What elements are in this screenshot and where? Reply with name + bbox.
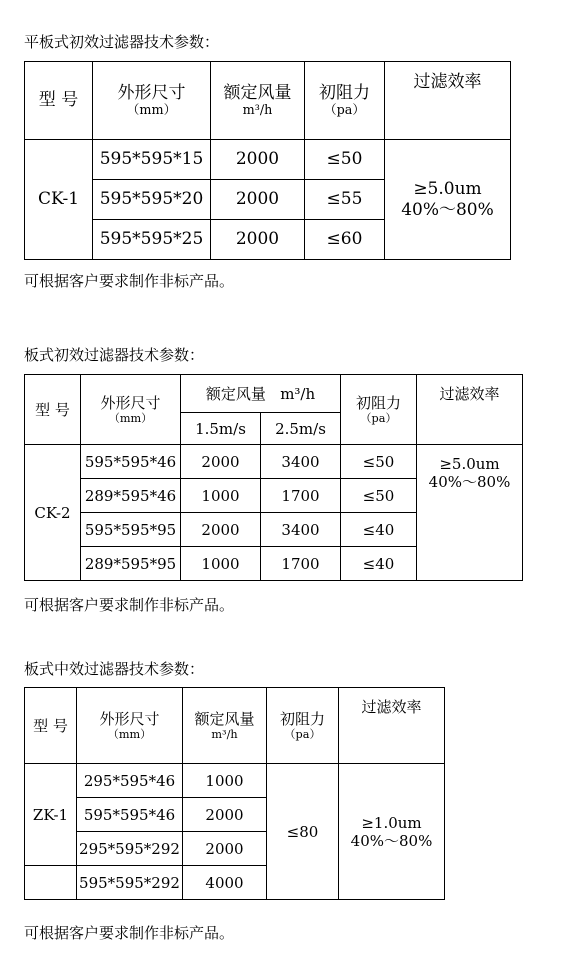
table-row [25,764,445,798]
table-header-row [25,688,445,764]
flow-cell: 4000 [183,866,267,900]
header-flow [211,62,305,140]
header-model: 型 号 [25,688,77,764]
model-cell: CK-2 [25,445,81,581]
flow-b-cell: 3400 [261,513,341,547]
flow-b-cell: 1700 [261,479,341,513]
flow-a-cell: 1000 [181,479,261,513]
efficiency-size: ≥5.0um [413,179,482,200]
flow-a-cell: 1000 [181,547,261,581]
size-cell: 595*595*25 [93,220,211,260]
spec-table-zk1 [24,687,445,900]
header-resistance [305,62,385,140]
section1-note: 可根据客户要求制作非标产品。 [24,272,235,290]
header-resistance [267,688,339,764]
resistance-cell: ≤80 [267,764,339,900]
size-cell: 595*595*95 [81,513,181,547]
flow-cell: 2000 [183,798,267,832]
header-size-unit: （mm） [107,727,152,741]
header-size-label: 外形尺寸 [99,709,160,728]
size-cell: 289*595*46 [81,479,181,513]
header-flow-unit: m³/h [211,727,238,741]
header-efficiency: 过滤效率 [417,375,523,445]
header-flow-unit: m³/h [280,384,316,403]
header-size [77,688,183,764]
section3-title: 板式中效过滤器技术参数： [24,660,205,678]
resistance-cell: ≤40 [341,513,417,547]
flow-cell: 2000 [183,832,267,866]
size-cell: 295*595*292 [77,832,183,866]
section1-title: 平板式初效过滤器技术参数： [24,33,220,51]
size-cell: 595*595*46 [81,445,181,479]
header-flow [183,688,267,764]
header-resistance-unit: （pa） [360,411,397,425]
header-size-unit: （mm） [108,411,153,425]
flow-b-cell: 3400 [261,445,341,479]
model-cell: CK-1 [25,140,93,260]
header-size [93,62,211,140]
table-row [25,140,511,180]
header-flow-unit: m³/h [242,103,273,119]
flow-a-cell: 2000 [181,513,261,547]
size-cell: 595*595*15 [93,140,211,180]
size-cell: 295*595*46 [77,764,183,798]
header-model: 型 号 [25,62,93,140]
header-size-label: 外形尺寸 [117,82,186,103]
efficiency-range: 40%～80% [350,831,433,850]
header-resistance [341,375,417,445]
section2-title: 板式初效过滤器技术参数： [24,346,205,364]
efficiency-cell [417,445,523,581]
efficiency-range: 40%～80% [401,199,494,220]
resistance-cell: ≤50 [341,479,417,513]
efficiency-size: ≥1.0um [361,813,422,832]
header-efficiency: 过滤效率 [339,688,445,764]
efficiency-range: 40%～80% [428,473,511,491]
header-flow-speed-b: 2.5m/s [261,413,341,445]
resistance-cell: ≤50 [305,140,385,180]
size-cell: 595*595*46 [77,798,183,832]
spec-table-ck2 [24,374,523,581]
resistance-cell: ≤50 [341,445,417,479]
efficiency-cell [339,764,445,900]
header-flow-speed-a: 1.5m/s [181,413,261,445]
flow-cell: 2000 [211,140,305,180]
size-cell: 595*595*20 [93,180,211,220]
header-resistance-unit: （pa） [323,103,366,119]
header-resistance-label: 初阻力 [319,82,370,103]
header-resistance-unit: （pa） [284,727,321,741]
header-model: 型 号 [25,375,81,445]
spec-table-ck1 [24,61,511,260]
resistance-cell: ≤40 [341,547,417,581]
flow-b-cell: 1700 [261,547,341,581]
header-flow [181,375,341,413]
model-cell: ZK-1 [25,764,77,866]
size-cell: 595*595*292 [77,866,183,900]
header-size [81,375,181,445]
flow-cell: 2000 [211,180,305,220]
header-efficiency: 过滤效率 [385,62,511,140]
header-size-unit: （mm） [126,103,177,119]
efficiency-size: ≥5.0um [439,455,500,473]
header-resistance-label: 初阻力 [279,709,325,728]
flow-cell: 1000 [183,764,267,798]
flow-cell: 2000 [211,220,305,260]
resistance-cell: ≤60 [305,220,385,260]
header-flow-label: 额定风量 [194,709,255,728]
header-resistance-label: 初阻力 [355,393,401,412]
header-flow-label: 额定风量 [223,82,292,103]
size-cell: 289*595*95 [81,547,181,581]
header-size-label: 外形尺寸 [100,393,161,412]
model-cell-empty [25,866,77,900]
section3-note: 可根据客户要求制作非标产品。 [24,924,235,942]
flow-a-cell: 2000 [181,445,261,479]
header-flow-label: 额定风量 [205,384,266,403]
table-row [25,445,523,479]
table-header-row [25,375,523,413]
resistance-cell: ≤55 [305,180,385,220]
efficiency-cell [385,140,511,260]
table-header-row [25,62,511,140]
section2-note: 可根据客户要求制作非标产品。 [24,596,235,614]
